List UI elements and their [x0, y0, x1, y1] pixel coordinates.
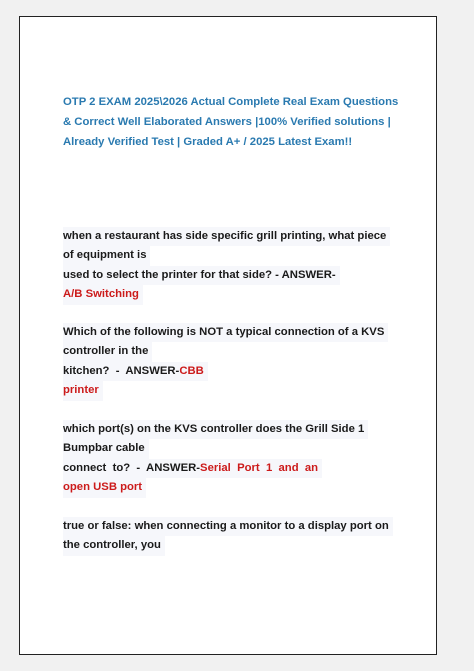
- question-2-prompt: kitchen? - ANSWER-: [63, 364, 180, 377]
- answer-2-inline: CBB: [179, 364, 204, 377]
- question-4-line-2: the controller, you: [63, 536, 165, 555]
- answer-2: printer: [63, 381, 103, 400]
- question-4-line-1: true or false: when connecting a monitor to a display port on: [63, 517, 393, 536]
- title-line-1: OTP 2 EXAM 2025\2026 Actual Complete Real Exam Questions: [63, 96, 399, 108]
- question-1-line-1: when a restaurant has side specific grill printing, what piece: [63, 227, 390, 246]
- qa-block-2: [63, 323, 403, 401]
- document-title: [63, 92, 408, 152]
- question-3-line-1: which port(s) on the KVS controller does the Grill Side 1: [63, 420, 368, 439]
- qa-block-3: [63, 420, 403, 498]
- question-2-line-3: [63, 362, 208, 381]
- question-1-line-3: used to select the printer for that side? - ANSWER-: [63, 266, 340, 285]
- qa-block-1: [63, 227, 403, 305]
- question-3-line-2: Bumpbar cable: [63, 439, 149, 458]
- title-line-2: & Correct Well Elaborated Answers |100% Verified solutions |: [63, 116, 391, 128]
- answer-3-inline: Serial Port 1 and an: [200, 461, 319, 474]
- document-page: [19, 16, 437, 655]
- answer-1: A/B Switching: [63, 285, 143, 304]
- question-1-line-2: of equipment is: [63, 246, 150, 265]
- title-line-3: Already Verified Test | Graded A+ / 2025 Latest Exam!!: [63, 136, 353, 148]
- question-2-line-1: Which of the following is NOT a typical connection of a KVS: [63, 323, 388, 342]
- answer-3: open USB port: [63, 478, 146, 497]
- question-3-prompt: connect to? - ANSWER-: [63, 461, 201, 474]
- question-3-line-3: [63, 459, 322, 478]
- qa-block-4: [63, 517, 403, 556]
- question-2-line-2: controller in the: [63, 342, 152, 361]
